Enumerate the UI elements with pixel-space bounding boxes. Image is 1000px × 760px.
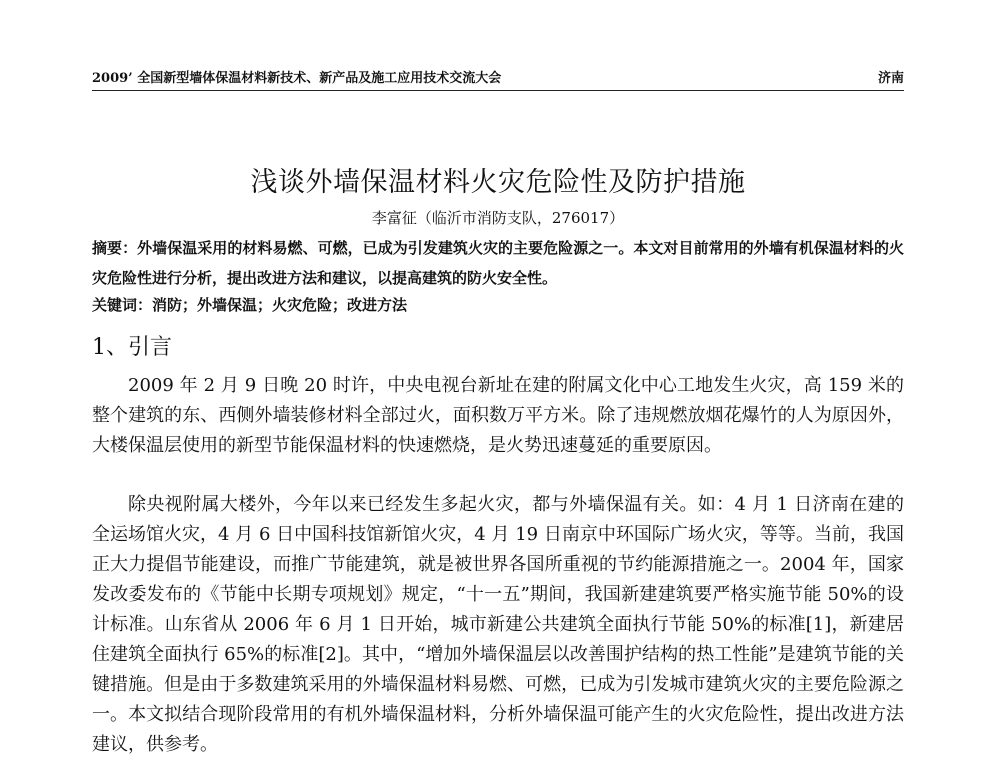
section-heading-introduction: 1、引言 — [92, 335, 172, 360]
author-affiliation: 李富征（临沂市消防支队，276017） — [371, 209, 625, 227]
abstract: 摘要：外墙保温采用的材料易燃、可燃，已成为引发建筑火灾的主要危险源之一。本文对目前常用的外墙有机保温材料的火灾危险性进行分析，提出改进方法和建议，以提高建筑的防火安全性。 — [92, 239, 904, 287]
paper-title: 浅谈外墙保温材料火灾危险性及防护措施 — [250, 167, 746, 198]
body-paragraph: 2009 年 2 月 9 日晚 20 时许，中央电视台新址在建的附属文化中心工地发生火灾，高 159 米的整个建筑的东、西侧外墙装修材料全部过火，面积数万平方米。除了违规燃放烟花爆竹的人为原因外，大楼保温层使用的新型节能保温材料的快速燃烧，是火势迅速蔓延的重要原因。 — [92, 375, 904, 456]
keywords: 关键词：消防；外墙保温；火灾危险；改进方法 — [92, 296, 408, 314]
conference-location: 济南 — [877, 71, 904, 86]
body-paragraph: 除央视附属大楼外，今年以来已经发生多起火灾，都与外墙保温有关。如：4 月 1 日济南在建的全运场馆火灾，4 月 6 日中国科技馆新馆火灾，4 月 19 日南京中环国际广场火灾，等等。当前，我国正大力提倡节能建设，而推广节能建筑，就是被世界各国所重视的节约能源措施之一。2004 年，国家发改委发布的《节能中长期专项规划》规定，“十一五”期间，我国新建建筑要严格实施节能 50%的设计标准。山东省从 2006 年 6 月 1 日开始，城市新建公共建筑全面执行节能 50%的标准[1]，新建居住建筑全面执行 65%的标准[2]。其中，“增加外墙保温层以改善围护结构的热工性能”是建筑节能的关键措施。但是由于多数建筑采用的外墙保温材料易燃、可燃，已成为引发城市建筑火灾的主要危险源之一。本文拟结合现阶段常用的有机外墙保温材料，分析外墙保温可能产生的火灾危险性，提出改进方法建议，供参考。 — [92, 494, 904, 755]
conference-name: 2009’ 全国新型墙体保温材料新技术、新产品及施工应用技术交流大会 — [92, 71, 502, 86]
running-header — [92, 68, 904, 91]
